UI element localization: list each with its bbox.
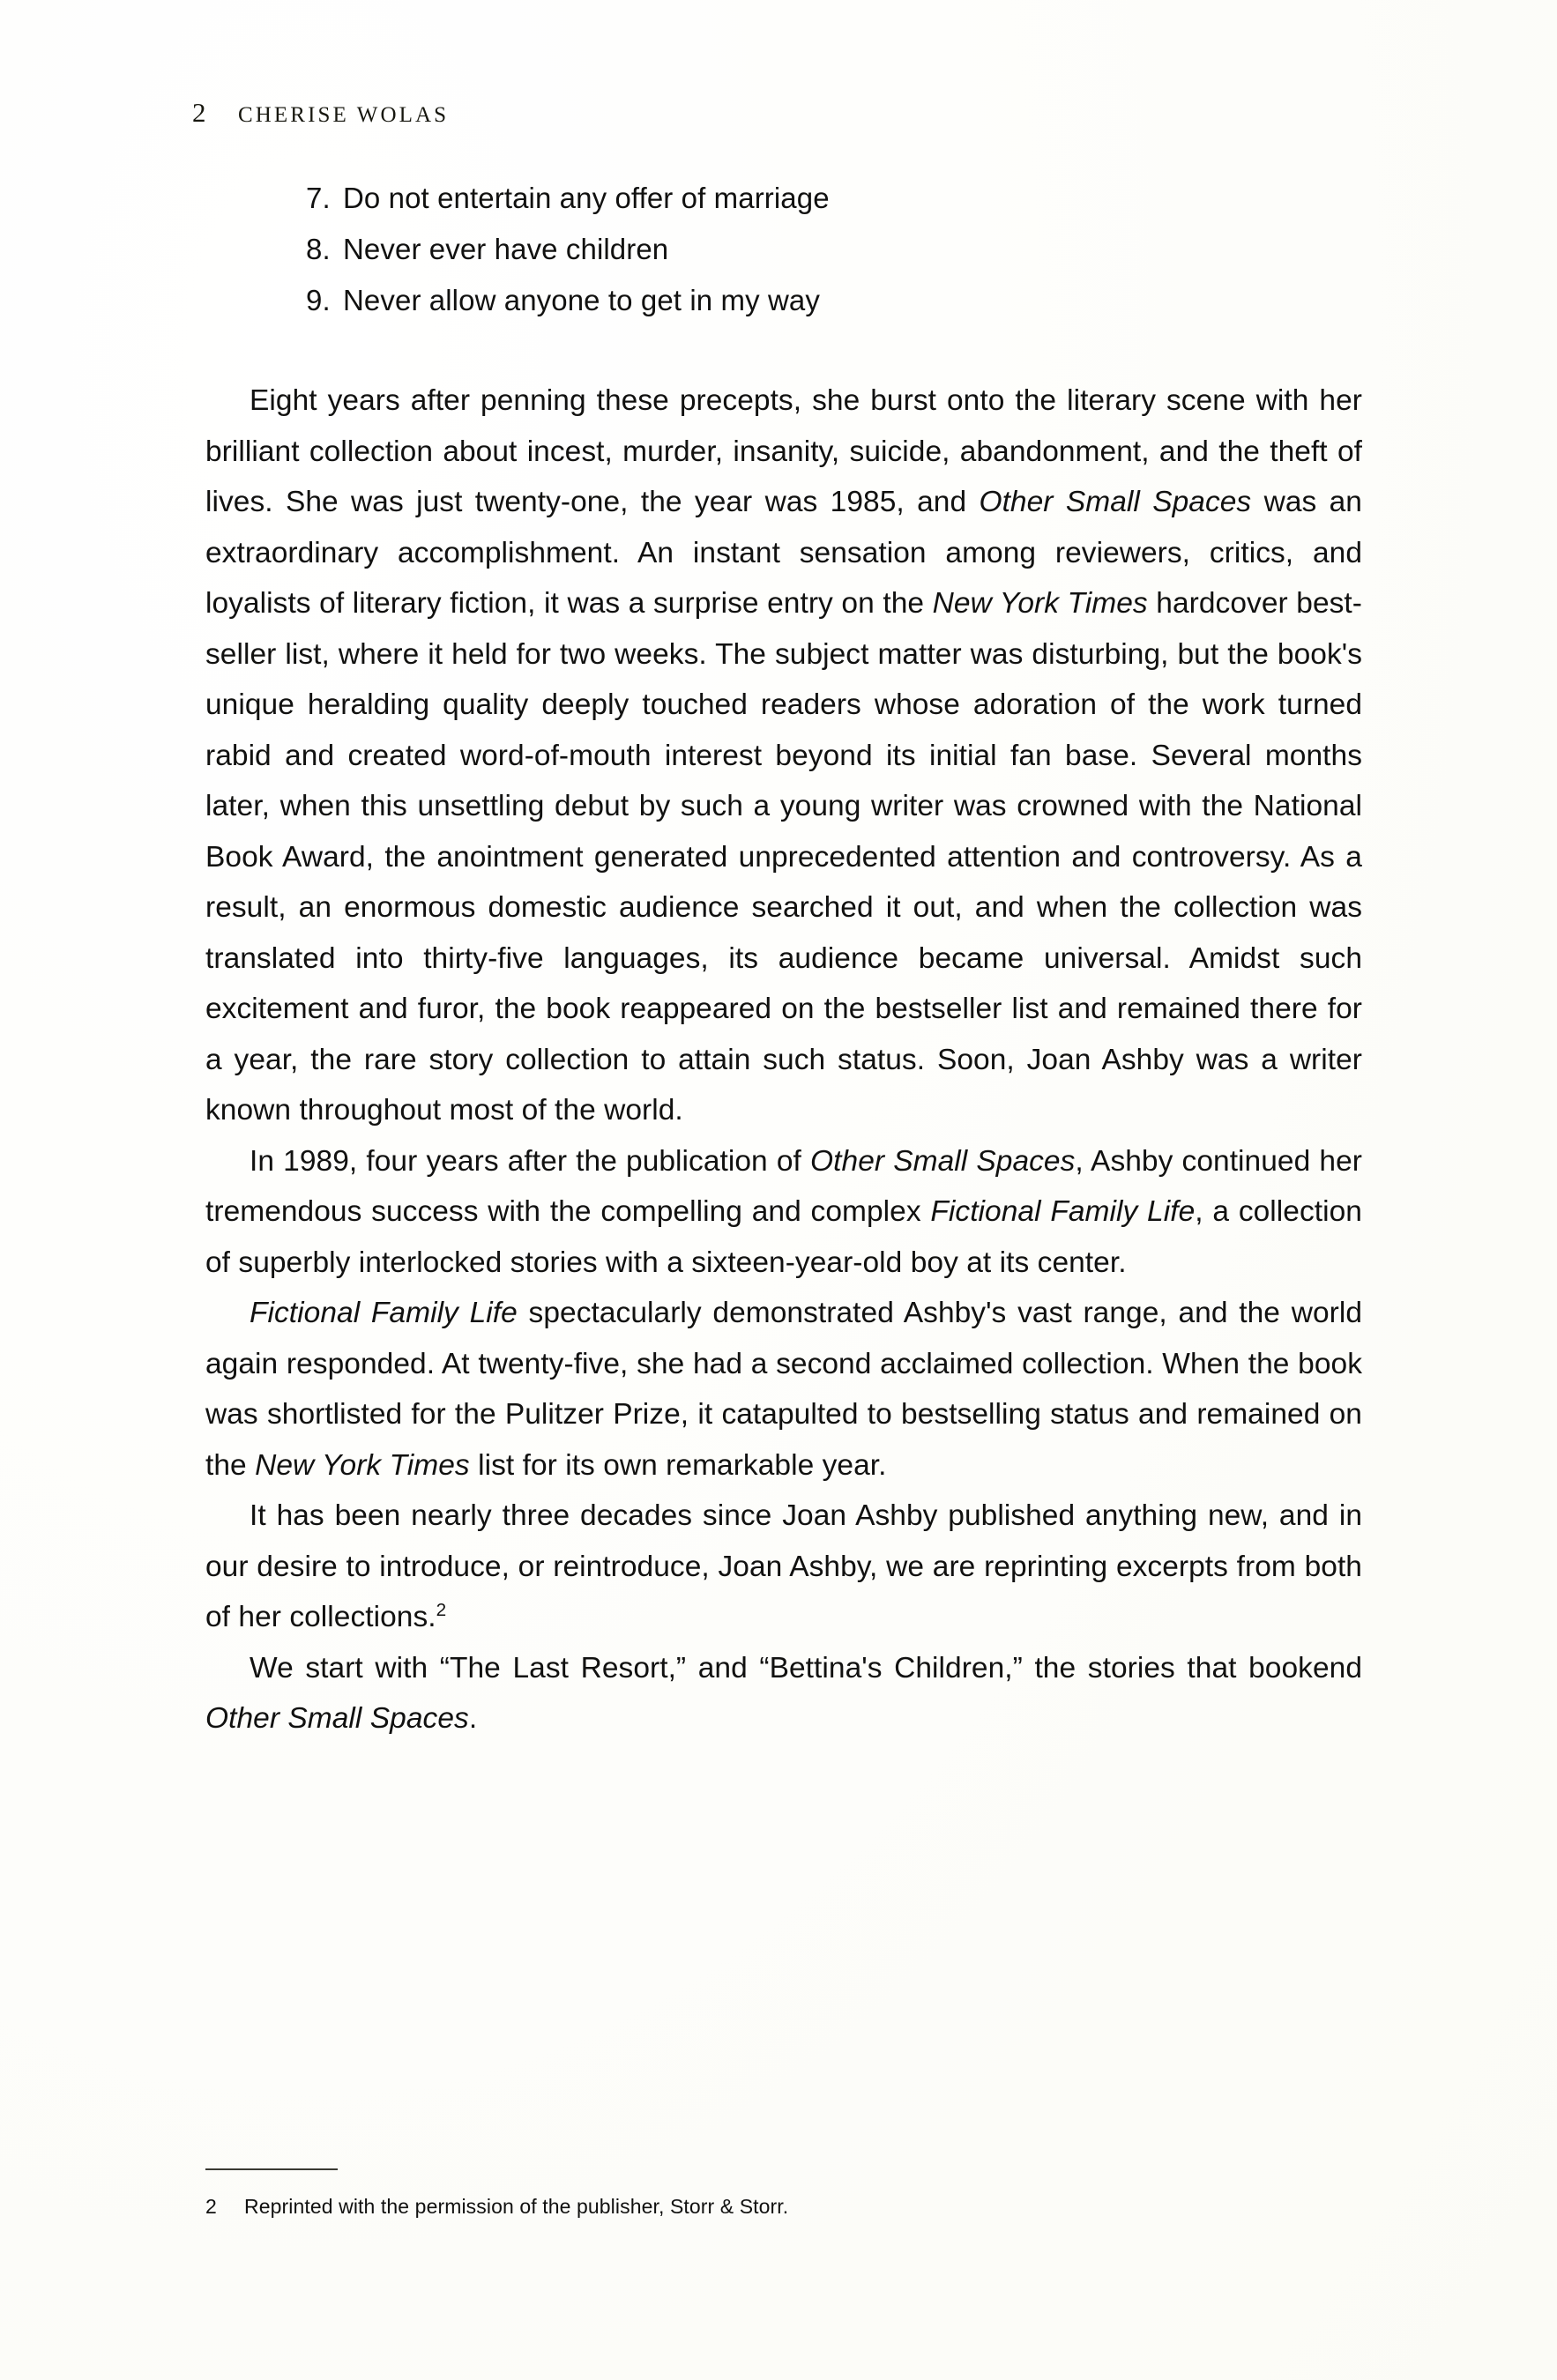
paragraph-text: hardcover best-seller list, where it held for two weeks. The subject matter was disturbing, but the book's unique heralding quality deeply touched readers whose adoration of the work turned rabid and created word-of-mouth interest beyond its initial fan base. Several months later, when this unsettling debut by such a young writer was crowned with the National Book Award, the anointment generated unprecedented attention and controversy. As a result, an enormous domestic audience searched it out, and when the collection was translated into thirty-five languages, its audience became universal. Amidst such excitement and furor, the book reappeared on the bestseller list and remained there for a year, the rare story collection to attain such status. Soon, Joan Ashby was a writer known throughout most of the world. xyxy=(205,587,1362,1127)
paragraph-text: We start with “The Last Resort,” and “Bettina's Children,” the stories that bookend xyxy=(250,1651,1362,1685)
running-head xyxy=(192,97,449,129)
paragraph-text: , Ashby continued her tremendous success with the compelling and complex xyxy=(205,1144,1362,1228)
paragraph-text: In 1989, four years after the publication of xyxy=(250,1144,811,1178)
paragraph-three-decades xyxy=(205,1491,1362,1643)
footnote-reference[interactable]: 2 xyxy=(436,1599,447,1620)
page-number: 2 xyxy=(192,97,206,128)
publication-title-new-york-times: New York Times xyxy=(255,1448,470,1482)
list-item xyxy=(306,173,1362,224)
precept-text: Never ever have children xyxy=(343,233,669,265)
paragraph-text: list for its own remarkable year. xyxy=(469,1448,887,1482)
paragraph-we-start-with xyxy=(205,1643,1362,1744)
book-title-fictional-family-life: Fictional Family Life xyxy=(250,1297,518,1329)
footnote-separator-rule xyxy=(205,2168,338,2170)
precept-number: 7. xyxy=(306,182,331,214)
footnote-marker: 2 xyxy=(205,2195,217,2218)
book-title-other-small-spaces: Other Small Spaces xyxy=(810,1144,1076,1178)
paragraph-text: Eight years after penning these precepts, she burst onto the literary scene with her brilliant collection about incest, murder, insanity, suicide, abandonment, and the theft of lives. She was just twenty-one, the year was 1985, and xyxy=(205,384,1362,518)
list-item xyxy=(306,275,1362,326)
paragraph-text: It has been nearly three decades since Joan Ashby published anything new, and in our desire to introduce, or reintroduce, Joan Ashby, we are reprinting excerpts from both of her collections. xyxy=(205,1499,1362,1633)
paragraph-fictional-family-life xyxy=(205,1288,1362,1491)
paragraph-text: was an extraordinary accomplishment. An instant sensation among reviewers, critics, and loyalists of literary fiction, it was a surprise entry on the xyxy=(205,486,1362,620)
paragraph-opening xyxy=(205,376,1362,1136)
paragraph-text: , a collection of superbly interlocked stories with a sixteen-year-old boy at its center. xyxy=(205,1195,1362,1279)
footnote xyxy=(205,2193,1362,2220)
book-title-other-small-spaces: Other Small Spaces xyxy=(205,1702,469,1735)
footnote-text: Reprinted with the permission of the publisher, Storr & Storr. xyxy=(244,2195,789,2218)
running-head-title: CHERISE WOLAS xyxy=(238,103,450,127)
paragraph-1989 xyxy=(205,1136,1362,1289)
paragraph-text: spectacularly demonstrated Ashby's vast range, and the world again responded. At twenty-five, she had a second acclaimed collection. When the book was shortlisted for the Pulitzer Prize, it catapulted to bestselling status and remained on the xyxy=(205,1297,1363,1482)
book-title-fictional-family-life: Fictional Family Life xyxy=(930,1195,1196,1228)
precept-number: 9. xyxy=(306,284,331,316)
publication-title-new-york-times: New York Times xyxy=(932,587,1148,620)
precept-number: 8. xyxy=(306,233,331,265)
precept-text: Do not entertain any offer of marriage xyxy=(343,182,830,214)
book-title-other-small-spaces: Other Small Spaces xyxy=(979,486,1252,518)
footnote-zone xyxy=(205,2168,1362,2220)
list-item xyxy=(306,224,1362,275)
precept-text: Never allow anyone to get in my way xyxy=(343,284,820,316)
text-block xyxy=(205,173,1362,1744)
paragraph-text: . xyxy=(468,1702,478,1735)
precepts-list xyxy=(205,173,1362,326)
